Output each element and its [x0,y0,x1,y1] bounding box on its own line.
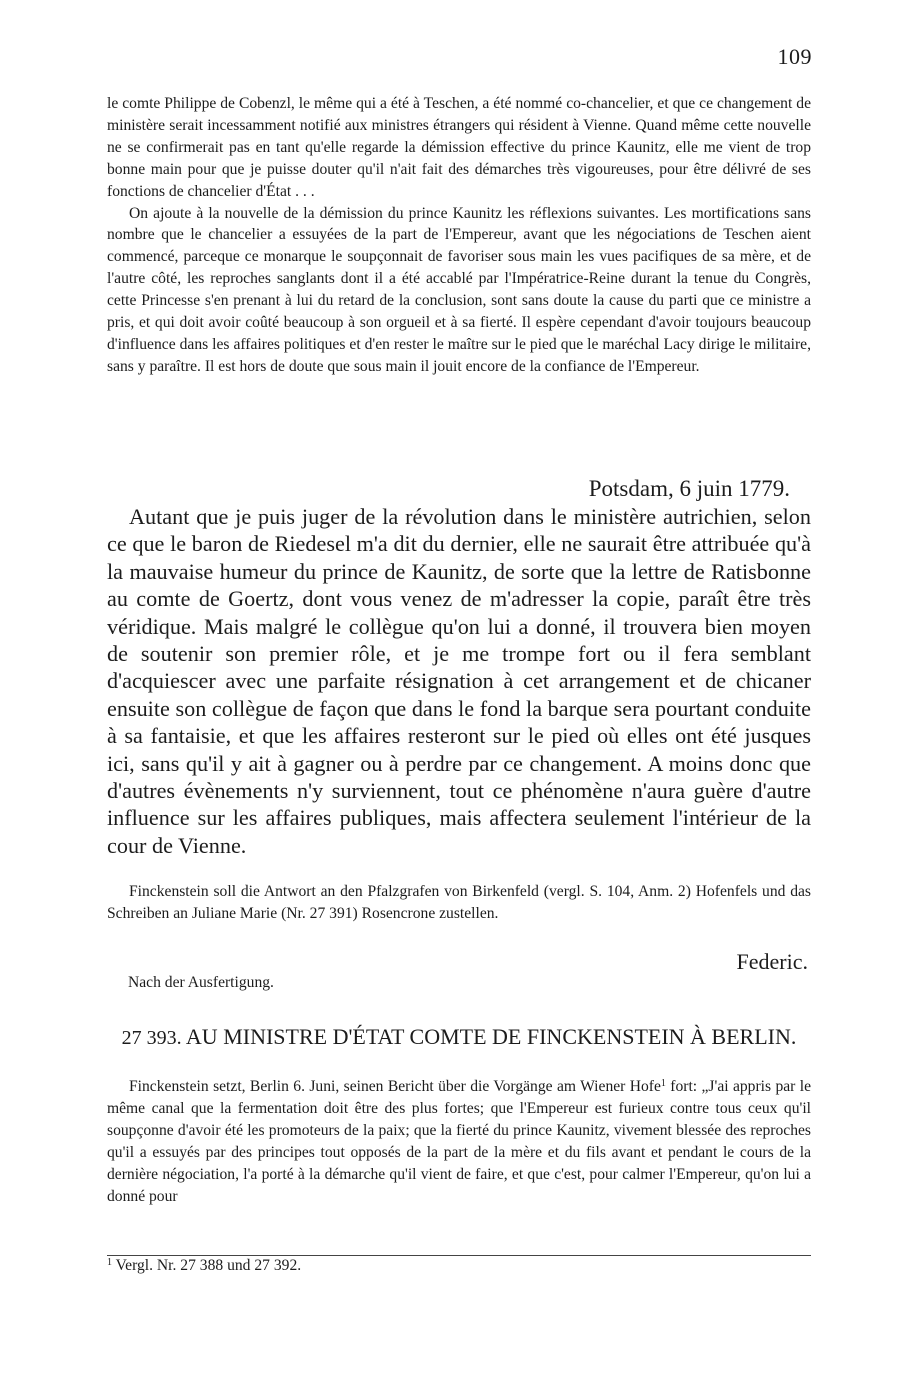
page-number: 109 [777,44,812,69]
letter-paragraph: Autant que je puis juger de la révolution dans le ministère autrichien, selon ce que le baron de Riedesel m'a dit du dernier, elle ne saurait être attribuée qu'à la mauvaise humeur du prince de Kaunitz, de sorte que la lettre de Ratisbonne au comte de Goertz, dont vous venez de m'adresser la copie, paraît être très véridique. Mais malgré le collègue qu'on lui a donné, il trouvera bien moyen de soutenir son premier rôle, et je me trompe fort ou il fera semblant d'acquiescer avec une parfaite résignation à cet arrangement et de chicaner ensuite son collègue de façon que dans le fond la barque sera pourtant conduite à sa fantaisie, et que les affaires resteront sur le pied où elles ont été jusques ici, sans qu'il y ait à gagner ou à perdre par ce changement. A moins donc que d'autres évènements n'y surviennent, tout ce phénomène n'aura guère d'autre influence sur les affaires publiques, mais affectera seulement l'intérieur de la cour de Vienne. [107,504,811,858]
report-text-start: Finckenstein setzt, Berlin 6. Juni, seinen Bericht über die Vorgänge am Wiener Hofe [129,1078,661,1095]
editor-note [107,881,811,925]
letter-body [107,503,811,859]
intro-text [107,93,811,378]
heading-number: 27 393. [121,1027,182,1049]
heading-title: AU MINISTRE D'ÉTAT COMTE DE FINCKENSTEIN À BERLIN. [185,1024,797,1049]
footnote-mark: 1 [107,1257,112,1268]
source-note: Nach der Ausfertigung. [128,974,274,991]
intro-paragraph-1: le comte Philippe de Cobenzl, le même qui a été à Teschen, a été nommé co-chancelier, et que ce changement de ministère serait incessamment notifié aux ministres étrangers qui résident à Vienne. Quand même cette nouvelle ne se confirmerait pas en tant qu'elle regarde la démission effective du prince Kaunitz, elle me vient de trop bonne main pour que je puisse douter qu'il n'ait fait des démarches très vigoureuses, pour être délivré de ses fonctions de chancelier d'État . . . [107,95,811,200]
section-heading [107,1024,811,1051]
editor-note-text: Finckenstein soll die Antwort an den Pfalzgrafen von Birkenfeld (vergl. S. 104, Anm. 2) Hofenfels und das Schreiben an Juliane Marie (Nr. 27 391) Rosencrone zustellen. [107,883,811,922]
intro-paragraph-2: On ajoute à la nouvelle de la démission du prince Kaunitz les réflexions suivantes. Les mortifications sans nombre que le chancelier a essuyées de la part de l'Empereur, avant que les négociations de Teschen aient commencé, parceque ce monarque le soupçonnait de favoriser sous main les vues pacifiques de sa mère, et de l'autre côté, les reproches sanglants dont il a été accablé par l'Impératrice-Reine durant la tenue du Congrès, cette Princesse s'en prenant à lui du retard de la conclusion, sont sans doute la cause du parti que ce ministre a pris, et qui doit avoir coûté beaucoup à son orgueil et à sa fierté. Il espère cependant d'avoir toujours beaucoup d'influence dans les affaires politiques et d'en rester le maître sur le pied que le maréchal Lacy dirige le militaire, sans y paraître. Il est hors de doute que sous main il jouit encore de la confiance de l'Empereur. [107,204,811,375]
signature: Federic. [736,949,808,974]
report-text-rest: fort: „J'ai appris par le même canal que la fermentation doit être des plus fortes; que l'Empereur est furieux contre tous ceux qu'il soupçonne d'avoir été les promoteurs de la paix; que la fierté du prince Kaunitz, vivement blessée des reproches qu'il a essuyés par des principes tout opposés de la part de la mère et du fils avant et pendant le cours de la dernière négociation, l'a porté à la démarche qu'il vient de faire, et que c'est, pour calmer l'Empereur, qu'on lui a donné pour [107,1078,811,1205]
footnote-text: Vergl. Nr. 27 388 und 27 392. [112,1257,302,1274]
footnote-divider [107,1255,811,1256]
report-summary [107,1076,811,1207]
report-paragraph [107,1076,811,1207]
footnote-reference[interactable]: 1 [660,1078,666,1089]
footnote [107,1257,301,1275]
letter-dateline: Potsdam, 6 juin 1779. [588,476,790,501]
